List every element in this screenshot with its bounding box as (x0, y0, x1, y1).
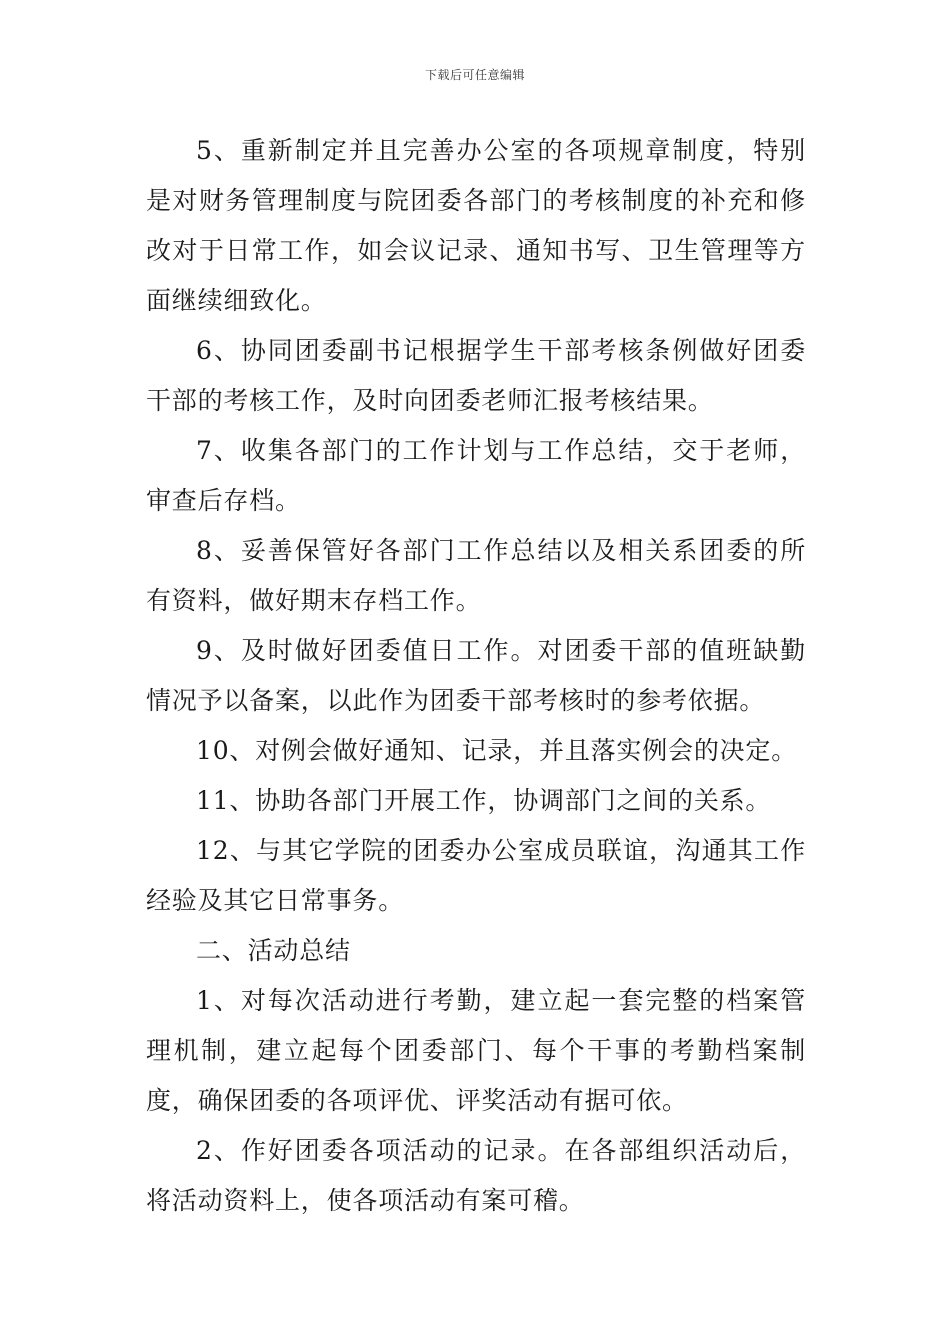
paragraph-item-11: 11、协助各部门开展工作，协调部门之间的关系。 (196, 786, 772, 815)
paragraph-item-7: 7、收集各部门的工作计划与工作总结，交于老师，审查后存档。 (146, 436, 806, 515)
paragraph-item-12: 12、与其它学院的团委办公室成员联谊，沟通其工作经验及其它日常事务。 (146, 836, 806, 915)
paragraph-item-10: 10、对例会做好通知、记录，并且落实例会的决定。 (196, 736, 798, 765)
section-heading-activity-summary: 二、活动总结 (196, 936, 351, 965)
paragraph-activity-1: 1、对每次活动进行考勤，建立起一套完整的档案管理机制，建立起每个团委部门、每个干事的考勤档案制度，确保团委的各项评优、评奖活动有据可依。 (146, 986, 806, 1115)
paragraph-item-8: 8、妥善保管好各部门工作总结以及相关系团委的所有资料，做好期末存档工作。 (146, 536, 806, 615)
paragraph-item-5: 5、重新制定并且完善办公室的各项规章制度，特别是对财务管理制度与院团委各部门的考核制度的补充和修改对于日常工作，如会议记录、通知书写、卫生管理等方面继续细致化。 (146, 136, 806, 315)
header-note: 下载后可任意编辑 (424, 68, 525, 82)
paragraph-item-6: 6、协同团委副书记根据学生干部考核条例做好团委干部的考核工作，及时向团委老师汇报考核结果。 (146, 336, 806, 415)
document-body (146, 126, 806, 1226)
paragraph-item-9: 9、及时做好团委值日工作。对团委干部的值班缺勤情况予以备案，以此作为团委干部考核时的参考依据。 (146, 636, 806, 715)
paragraph-activity-2: 2、作好团委各项活动的记录。在各部组织活动后，将活动资料上，使各项活动有案可稽。 (146, 1136, 806, 1215)
